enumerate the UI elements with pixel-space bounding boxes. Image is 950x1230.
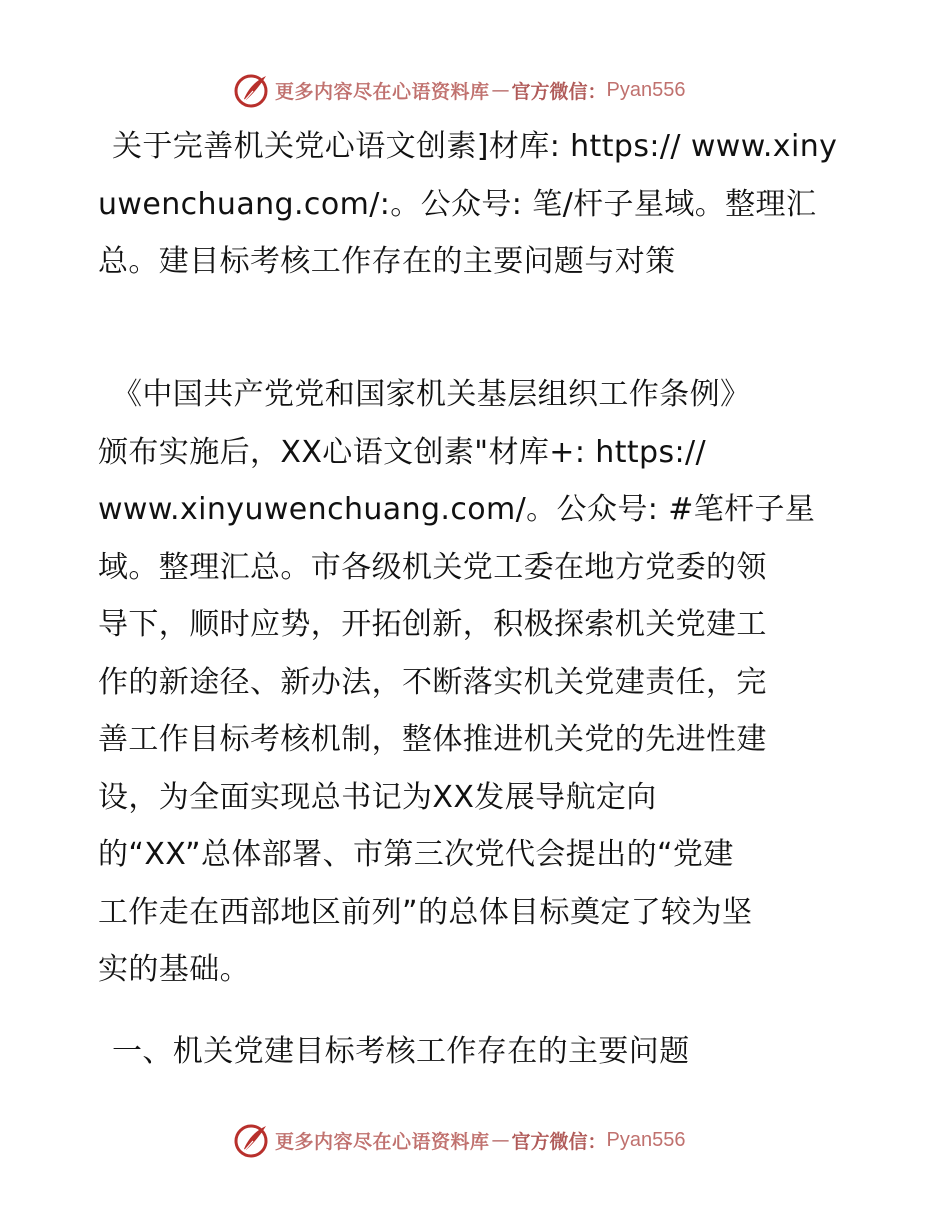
watermark-wechat-label: 官方微信： bbox=[511, 80, 607, 103]
title-text: 关于完善机关党心语文创素]材库: https:// www.xinyuwenchuang.com/:。公众号: 笔/杆子星域。整理汇总。建目标考核工作存在的主要问题与对策 bbox=[98, 129, 838, 279]
body-line: 设，为全面实现总书记为XX发展导航定向 bbox=[98, 779, 657, 815]
watermark-separator: — bbox=[491, 79, 510, 101]
document-title-paragraph bbox=[98, 118, 850, 291]
body-line: 《中国共产党党和国家机关基层组织工作条例》 bbox=[112, 377, 751, 412]
watermark-text: 更多内容尽在心语资料库 bbox=[275, 1130, 490, 1153]
section-heading-text: 一、机关党建目标考核工作存在的主要问题 bbox=[112, 1034, 690, 1069]
body-line: 工作走在西部地区前列”的总体目标奠定了较为坚 bbox=[98, 894, 753, 930]
body-line: www.xinyuwenchuang.com/。公众号: #笔杆子星 bbox=[98, 492, 816, 527]
watermark-wechat-label: 官方微信： bbox=[511, 1130, 607, 1153]
body-line: 导下，顺时应势，开拓创新，积极探索机关党建工 bbox=[98, 607, 767, 642]
watermark-wechat-id: Pyan556 bbox=[606, 78, 686, 101]
quill-logo-icon bbox=[233, 1122, 269, 1158]
watermark-text: 更多内容尽在心语资料库 bbox=[275, 80, 490, 103]
body-line: 的“XX”总体部署、市第三次党代会提出的“党建 bbox=[98, 837, 734, 872]
watermark-banner-bottom bbox=[233, 1120, 686, 1160]
section-heading bbox=[98, 1023, 850, 1081]
watermark-separator: — bbox=[491, 1129, 510, 1151]
body-line: 善工作目标考核机制，整体推进机关党的先进性建 bbox=[98, 722, 767, 757]
quill-logo-icon bbox=[233, 72, 269, 108]
body-line: 实的基础。 bbox=[98, 952, 250, 987]
watermark-wechat-id: Pyan556 bbox=[606, 1128, 686, 1151]
body-line: 作的新途径、新办法，不断落实机关党建责任，完 bbox=[98, 664, 767, 700]
body-line: 域。整理汇总。市各级机关党工委在地方党委的领 bbox=[98, 549, 767, 585]
body-line: 颁布实施后，XX心语文创素"材库+: https:// bbox=[98, 434, 707, 470]
watermark-banner-top bbox=[233, 70, 686, 110]
body-paragraph bbox=[98, 366, 850, 999]
